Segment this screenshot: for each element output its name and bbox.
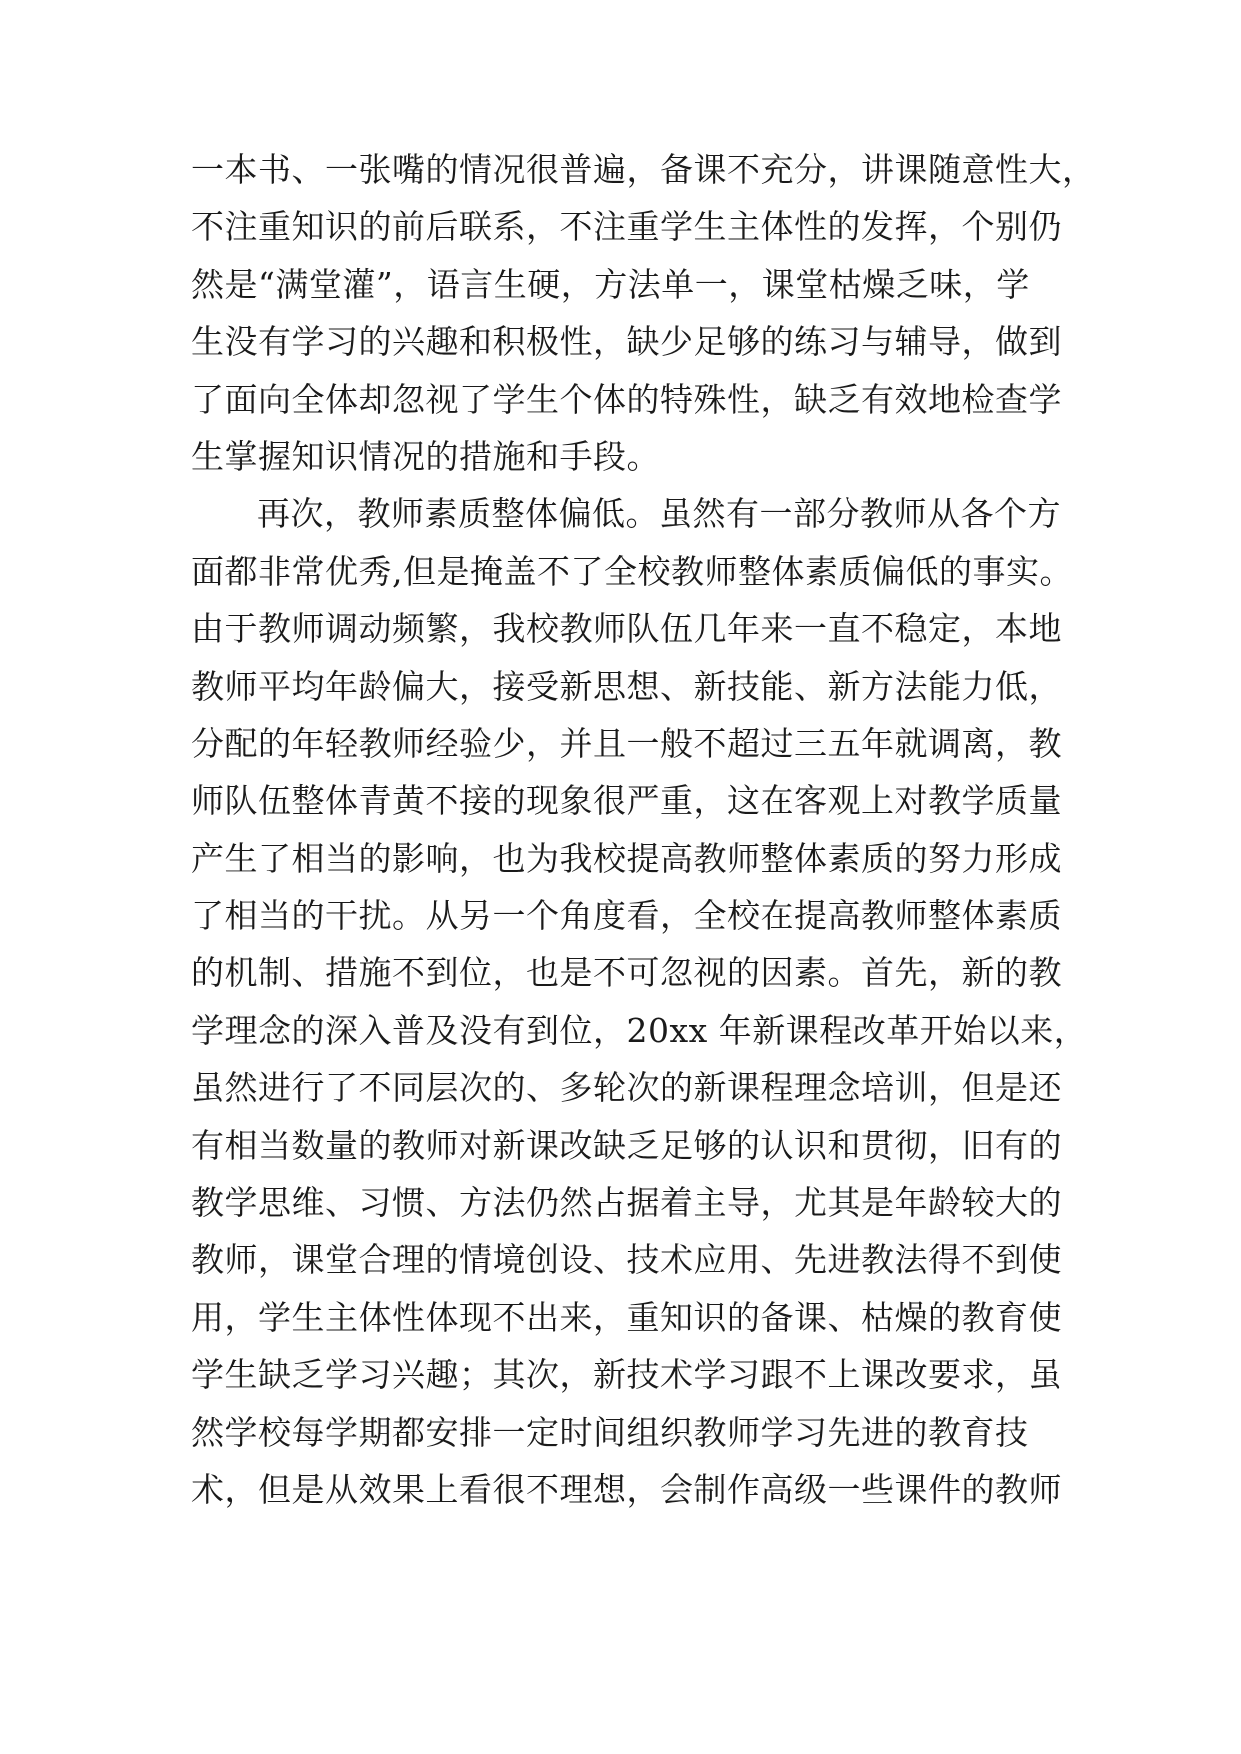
text-line: 了相当的干扰。从另一个角度看，全校在提高教师整体素质	[191, 896, 1062, 936]
text-line: 了面向全体却忽视了学生个体的特殊性，缺乏有效地检查学	[191, 379, 1062, 419]
text-line: 生掌握知识情况的措施和手段。	[191, 436, 660, 476]
text-line: 教师，课堂合理的情境创设、技术应用、先进教法得不到使	[191, 1240, 1062, 1280]
text-line: 有相当数量的教师对新课改缺乏足够的认识和贯彻，旧有的	[191, 1125, 1062, 1165]
text-line: 生没有学习的兴趣和积极性，缺少足够的练习与辅导，做到	[191, 322, 1062, 362]
body-text	[191, 141, 1096, 1518]
text-line: 分配的年轻教师经验少，并且一般不超过三五年就调离，教	[191, 723, 1062, 763]
paragraph-start-line: 再次，教师素质整体偏低。虽然有一部分教师从各个方	[257, 494, 1061, 534]
text-line: 然学校每学期都安排一定时间组织教师学习先进的教育技	[191, 1412, 1029, 1452]
text-line: 面都非常优秀,但是掩盖不了全校教师整体素质偏低的事实。	[191, 551, 1073, 591]
text-line: 的机制、措施不到位，也是不可忽视的因素。首先，新的教	[191, 953, 1062, 993]
text-line: 产生了相当的影响，也为我校提高教师整体素质的努力形成	[191, 838, 1062, 878]
text-line: 教学思维、习惯、方法仍然占据着主导，尤其是年龄较大的	[191, 1183, 1062, 1223]
text-line: 术，但是从效果上看很不理想，会制作高级一些课件的教师	[191, 1469, 1062, 1509]
text-line: 学理念的深入普及没有到位，20xx 年新课程改革开始以来，	[191, 1010, 1088, 1050]
text-line: 一本书、一张嘴的情况很普遍，备课不充分，讲课随意性大，	[191, 150, 1096, 189]
text-line: 学生缺乏学习兴趣；其次，新技术学习跟不上课改要求，虽	[191, 1355, 1062, 1395]
text-line: 虽然进行了不同层次的、多轮次的新课程理念培训，但是还	[191, 1068, 1062, 1108]
text-line: 不注重知识的前后联系，不注重学生主体性的发挥，个别仍	[191, 207, 1062, 247]
text-line: 由于教师调动频繁，我校教师队伍几年来一直不稳定，本地	[191, 609, 1062, 649]
text-line: 用，学生主体性体现不出来，重知识的备课、枯燥的教育使	[191, 1297, 1062, 1337]
text-line: 师队伍整体青黄不接的现象很严重，这在客观上对教学质量	[191, 781, 1062, 821]
text-line: 教师平均年龄偏大，接受新思想、新技能、新方法能力低，	[191, 666, 1062, 706]
text-line: 然是“满堂灌”，语言生硬，方法单一，课堂枯燥乏味，学	[191, 264, 1030, 304]
